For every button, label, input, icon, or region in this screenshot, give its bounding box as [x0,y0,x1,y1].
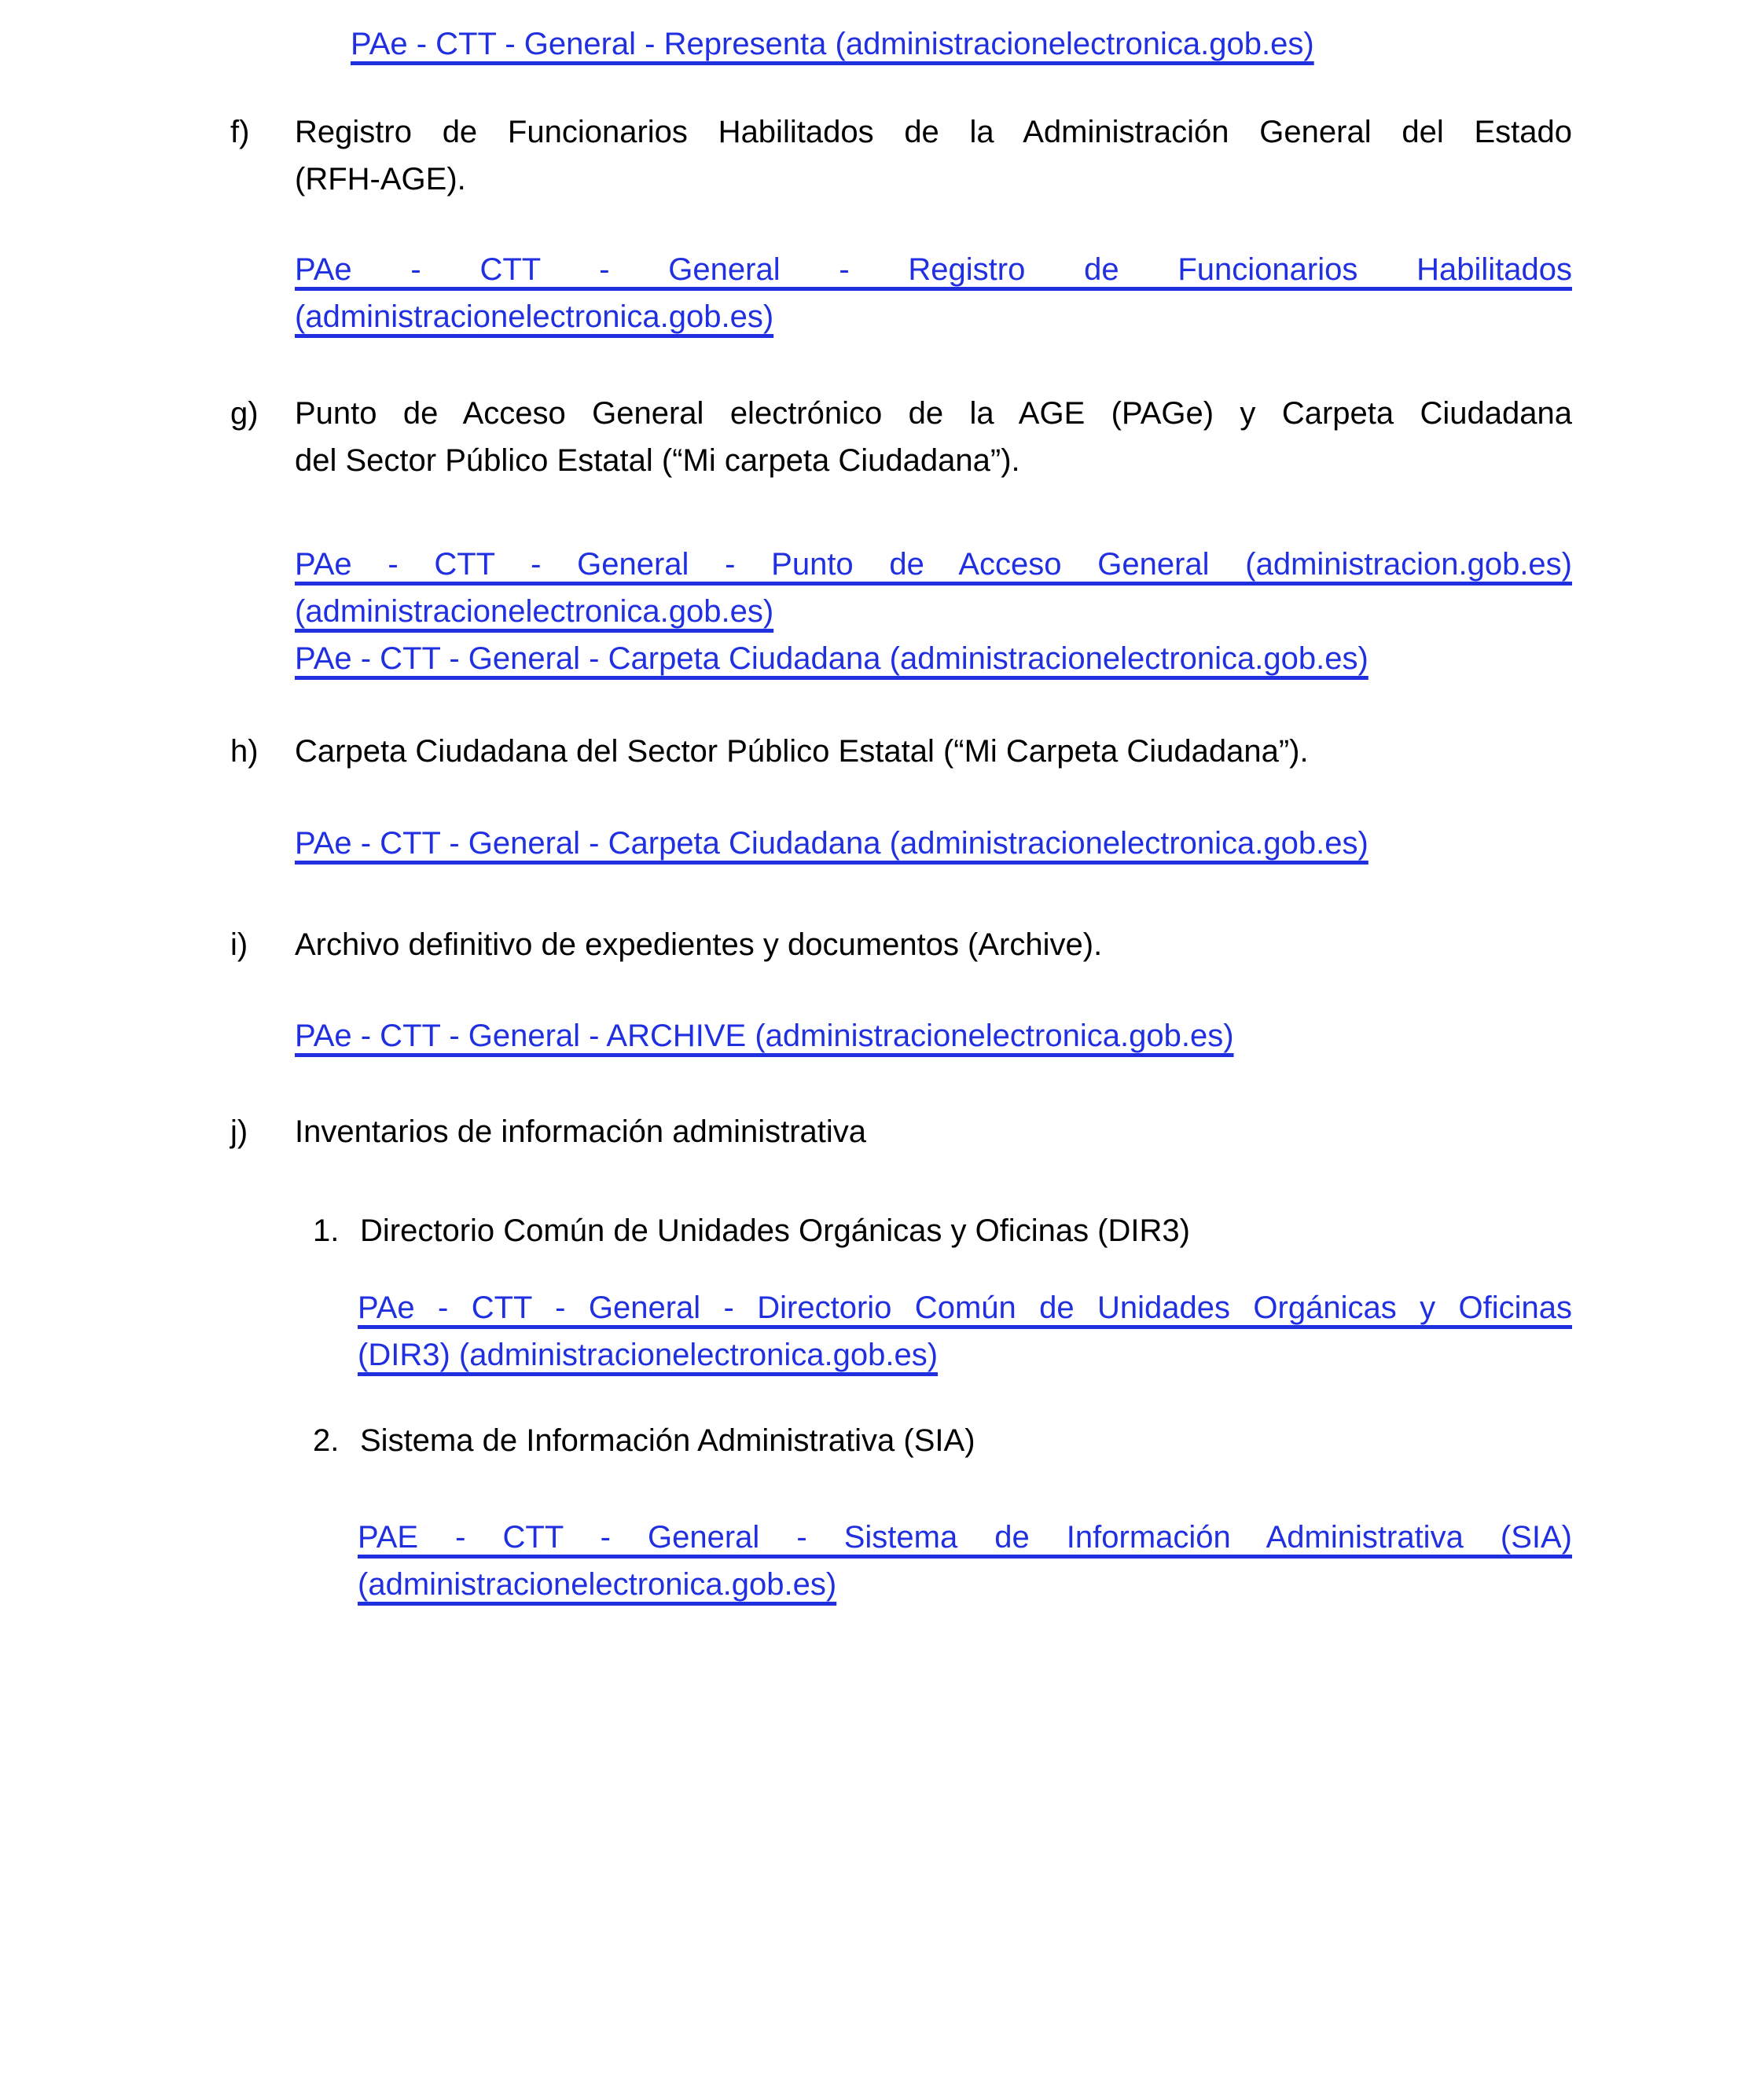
item-h-line-1: Carpeta Ciudadana del Sector Público Estatal (“Mi Carpeta Ciudadana”). [295,734,1309,769]
list-label-j: j) [230,1114,248,1149]
item-h-content [295,728,1572,775]
links-punto-de-acceso [295,541,1572,682]
link-registro-funcionarios [295,246,1572,340]
top-link-row [351,20,1572,68]
link-archive-row [295,1012,1572,1059]
list-item-g [230,390,1572,484]
link-dir3-row [358,1284,1572,1379]
link-carpeta-ciudadana-h-row [295,820,1572,867]
link-punto-de-acceso-line-1[interactable]: PAe - CTT - General - Punto de Acceso General (administracion.gob.es) [295,547,1572,582]
item-i-content [295,921,1572,968]
list-item-f [230,108,1572,203]
item-f-line-1: Registro de Funcionarios Habilitados de la Administración General del Estado [295,115,1572,149]
list-item-j [230,1108,1572,1155]
sub-item-1-content [360,1207,1190,1254]
item-g-content [295,390,1572,484]
list-item-h [230,728,1572,775]
link-registro-funcionarios-line-1[interactable]: PAe - CTT - General - Registro de Funcionarios Habilitados [295,252,1572,287]
sub-item-1-line-1: Directorio Común de Unidades Orgánicas y Oficinas (DIR3) [360,1213,1190,1248]
sub-item-1 [313,1207,1572,1254]
sub-item-2-line-1: Sistema de Información Administrativa (SIA) [360,1423,975,1458]
link-archive[interactable]: PAe - CTT - General - ARCHIVE (administracionelectronica.gob.es) [295,1019,1234,1053]
link-registro-funcionarios-line-2[interactable]: (administracionelectronica.gob.es) [295,299,774,334]
item-g-line-2: del Sector Público Estatal (“Mi carpeta Ciudadana”). [295,443,1020,478]
link-carpeta-ciudadana-h[interactable]: PAe - CTT - General - Carpeta Ciudadana (administracionelectronica.gob.es) [295,826,1368,861]
sub-item-2-label: 2. [313,1423,340,1458]
sub-item-2 [313,1417,1572,1464]
list-label-f: f) [230,115,250,149]
item-j-content [295,1108,1572,1155]
link-dir3-line-1[interactable]: PAe - CTT - General - Directorio Común de Unidades Orgánicas y Oficinas [358,1290,1572,1325]
link-carpeta-ciudadana-g[interactable]: PAe - CTT - General - Carpeta Ciudadana (administracionelectronica.gob.es) [295,641,1368,676]
link-dir3-line-2[interactable]: (DIR3) (administracionelectronica.gob.es) [358,1338,939,1372]
list-label-h: h) [230,734,259,769]
link-sia-line-2[interactable]: (administracionelectronica.gob.es) [358,1567,837,1602]
list-label-g: g) [230,396,259,431]
link-sia-line-1[interactable]: PAE - CTT - General - Sistema de Información Administrativa (SIA) [358,1520,1572,1555]
item-f-content [295,108,1572,203]
list-label-i: i) [230,927,248,962]
item-i-line-1: Archivo definitivo de expedientes y documentos (Archive). [295,927,1103,962]
item-f-line-2: (RFH-AGE). [295,162,466,196]
item-j-line-1: Inventarios de información administrativa [295,1114,867,1149]
item-g-line-1: Punto de Acceso General electrónico de la AGE (PAGe) y Carpeta Ciudadana [295,396,1572,431]
link-representa[interactable]: PAe - CTT - General - Representa (administracionelectronica.gob.es) [351,27,1314,61]
sub-item-1-label: 1. [313,1213,340,1248]
link-punto-de-acceso-line-2[interactable]: (administracionelectronica.gob.es) [295,594,774,629]
sub-item-2-content [360,1417,975,1464]
list-item-i [230,921,1572,968]
link-sia-row [358,1514,1572,1608]
